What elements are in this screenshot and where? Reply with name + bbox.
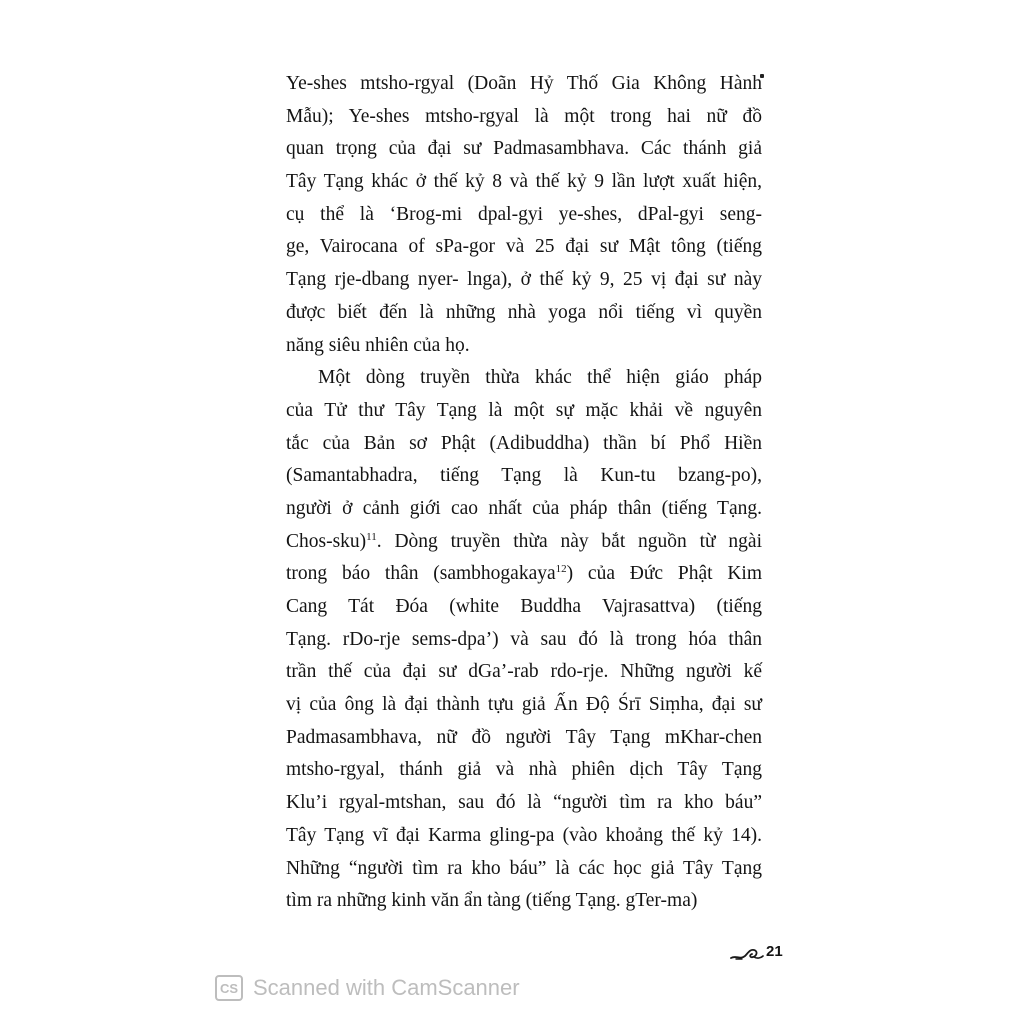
text-line: (Samantabhadra, tiếng Tạng là Kun-tu bzang-po), — [286, 465, 762, 487]
text-line: Tây Tạng vĩ đại Karma gling-pa (vào khoảng thế kỷ 14). — [286, 824, 762, 846]
text-line: trần thế của đại sư dGa’-rab rdo-rje. Những người kế — [286, 661, 762, 683]
text-line: năng siêu nhiên của họ. — [286, 334, 470, 356]
ornament-icon — [730, 946, 764, 962]
text-fragment: Chos-sku) — [286, 530, 367, 552]
page-footer — [730, 940, 790, 964]
text-line: mtsho-rgyal, thánh giả và nhà phiên dịch Tây Tạng — [286, 759, 762, 781]
text-line: tìm ra những kinh văn ẩn tàng (tiếng Tạng. gTer-ma) — [286, 890, 698, 912]
text-line: Tạng rje-dbang nyer- lnga), ở thế kỷ 9, 25 vị đại sư này — [286, 269, 762, 291]
text-line: được biết đến là những nhà yoga nổi tiếng vì quyền — [286, 301, 762, 323]
text-fragment: ) của Đức Phật Kim — [566, 563, 762, 585]
body-text — [286, 68, 762, 918]
text-line: Cang Tát Đóa (white Buddha Vajrasattva) (tiếng — [286, 596, 762, 617]
text-line: Mẫu); Ye-shes mtsho-rgyal là một trong hai nữ đồ — [286, 105, 762, 127]
text-line: quan trọng của đại sư Padmasambhava. Các thánh giả — [286, 138, 762, 160]
text-line: Klu’i rgyal-mtshan, sau đó là “người tìm ra kho báu” — [286, 792, 762, 814]
text-line: Những “người tìm ra kho báu” là các học giả Tây Tạng — [286, 857, 762, 879]
text-line: cụ thể là ‘Brog-mi dpal-gyi ye-shes, dPal-gyi seng- — [286, 203, 762, 225]
text-line: ge, Vairocana of sPa-gor và 25 đại sư Mật tông (tiếng — [286, 236, 762, 258]
text-line: Tạng. rDo-rje sems-dpa’) và sau đó là trong hóa thân — [286, 628, 762, 650]
scanner-watermark — [215, 972, 520, 1004]
text-line: người ở cảnh giới cao nhất của pháp thân (tiếng Tạng. — [286, 497, 762, 519]
text-line: Một dòng truyền thừa khác thể hiện giáo pháp — [318, 367, 762, 389]
text-line: vị của ông là đại thành tựu giả Ấn Độ Śrī Siṃha, đại sư — [286, 694, 762, 716]
text-line: Ye-shes mtsho-rgyal (Doãn Hỷ Thố Gia Không Hành — [286, 73, 762, 94]
text-line: Tây Tạng khác ở thế kỷ 8 và thế kỷ 9 lần lượt xuất hiện, — [286, 171, 762, 193]
footnote-ref: 12 — [555, 563, 567, 576]
text-fragment: . Dòng truyền thừa này bắt nguồn từ ngài — [376, 530, 762, 552]
page-number: 21 — [766, 943, 783, 960]
watermark-text: Scanned with CamScanner — [253, 975, 520, 1000]
text-line: của Tử thư Tây Tạng là một sự mặc khải về nguyên — [286, 399, 762, 421]
text-line — [286, 558, 762, 591]
text-line — [286, 526, 762, 559]
camscanner-logo-icon: CS — [215, 975, 243, 1001]
text-line: tắc của Bản sơ Phật (Adibuddha) thần bí Phổ Hiền — [286, 432, 762, 454]
text-line: Padmasambhava, nữ đồ người Tây Tạng mKhar-chen — [286, 726, 762, 748]
footnote-ref: 11 — [366, 530, 377, 543]
text-fragment: trong báo thân (sambhogakaya — [286, 563, 556, 585]
